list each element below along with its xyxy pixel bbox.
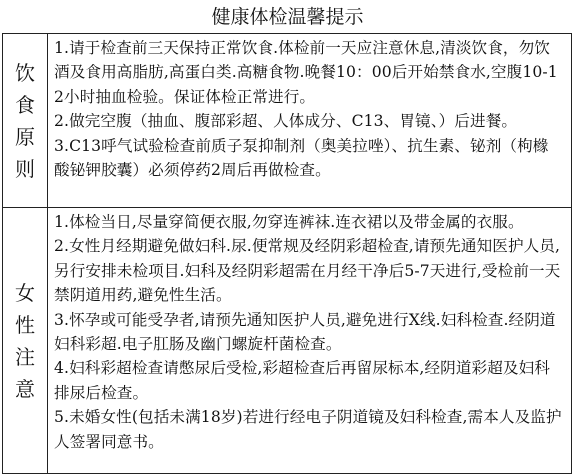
category-char: 意 xyxy=(15,376,35,401)
women-item-2: 2.女性月经期避免做妇科.尿.便常规及经阴彩超检查,请预先通知医护人员,另行安排未检项目.妇科及经阴彩超需在月经干净后5-7天进行,受检前一天禁阴道用药,避免性生活。 xyxy=(54,237,561,305)
diet-item-2: 2.做完空腹（抽血、腹部彩超、人体成分、C13、胃镜、）后进餐。 xyxy=(54,112,518,131)
diet-item-3: 3.C13呼气试验检查前质子泵抑制剂（奥美拉唑）、抗生素、铋剂（枸橼酸铋钾胶囊）必须停药2周后再做检查。 xyxy=(54,136,549,180)
women-item-1: 1.体检当日,尽量穿简便衣服,勿穿连裤袜.连衣裙以及带金属的衣服。 xyxy=(54,213,524,231)
women-item-3: 3.怀孕或可能受孕者,请预先通知医护人员,避免进行X线.妇科检查.经阴道妇科彩超.电子肛肠及幽门螺旋杆菌检查。 xyxy=(54,310,556,354)
category-char: 女 xyxy=(15,280,35,305)
category-char: 则 xyxy=(15,156,35,181)
tips-table xyxy=(2,33,572,474)
document-title: 健康体检温馨提示 xyxy=(211,6,364,28)
category-char: 注 xyxy=(15,344,35,369)
category-char: 原 xyxy=(15,124,35,149)
women-item-5: 5.未婚女性(包括未满18岁)若进行经电子阴道镜及妇科检查,需本人及监护人签署同意书。 xyxy=(54,408,562,451)
category-char: 饮 xyxy=(15,60,35,85)
women-notes-row xyxy=(3,208,572,474)
diet-item-1: 1.请于检查前三天保持正常饮食.体检前一天应注意休息,清淡饮食，勿饮酒及食用高脂肪,高蛋白类.高糖食物.晚餐10：00后开始禁食水,空腹10-12小时抽血检验。保证体检正常进行。 xyxy=(54,39,558,106)
diet-principles-category xyxy=(3,34,48,208)
diet-principles-items xyxy=(48,34,572,208)
women-item-4: 4.妇科彩超检查请憋尿后受检,彩超检查后再留尿标本,经阴道彩超及妇科排尿后检查。 xyxy=(54,359,551,402)
category-char: 食 xyxy=(15,92,35,117)
category-char: 性 xyxy=(15,312,35,337)
women-notes-category xyxy=(3,208,48,474)
diet-principles-row xyxy=(3,34,572,208)
women-notes-items xyxy=(48,208,572,474)
